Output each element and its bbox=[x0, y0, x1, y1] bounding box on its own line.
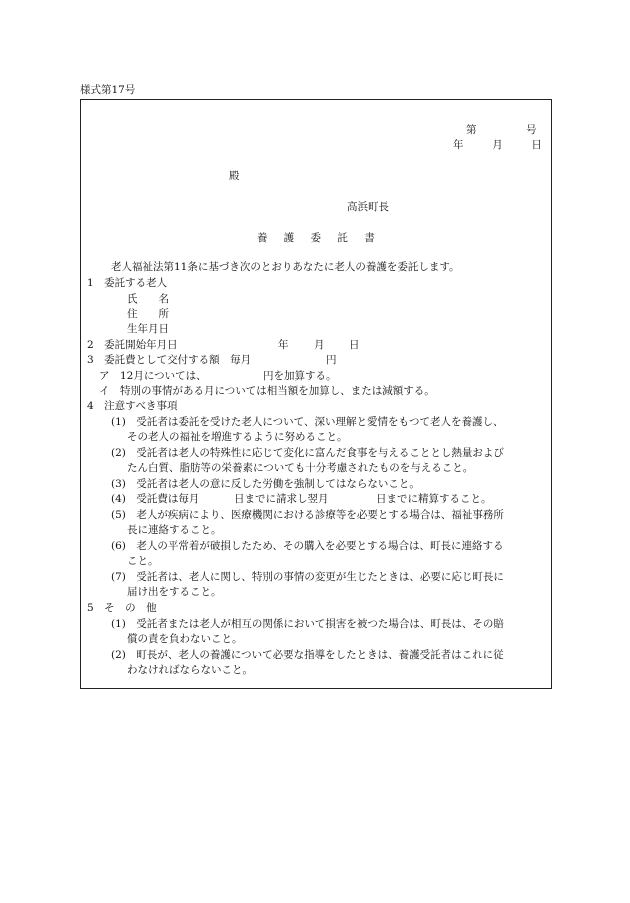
title-char: 書 bbox=[364, 232, 376, 244]
field-address: 住 所 bbox=[127, 308, 169, 320]
note-line: (7) 受託者は、老人に関し、特別の事情の変更が生じたときは、必要に応じ町長に bbox=[111, 571, 504, 583]
issuer: 高浜町長 bbox=[347, 201, 389, 213]
date-year: 年 bbox=[453, 139, 464, 151]
form-number: 様式第17号 bbox=[80, 84, 136, 96]
other-line: (2) 町長が、老人の養護について必要な指導をしたときは、養護受託者はこれに従 bbox=[111, 649, 504, 661]
document-number bbox=[466, 122, 538, 138]
section4-heading: 4 注意すべき事項 bbox=[87, 400, 178, 412]
note-line: 届け出をすること。 bbox=[127, 586, 222, 598]
title-char: 護 bbox=[283, 232, 295, 244]
item-a-suffix: 円を加算する。 bbox=[263, 370, 337, 382]
document-title bbox=[81, 230, 551, 246]
note-line: (5) 老人が疾病により、医療機関における診療等を必要とする場合は、福祉事務所 bbox=[111, 509, 504, 521]
note-line: こと。 bbox=[127, 555, 159, 567]
number-suffix: 号 bbox=[526, 124, 537, 136]
intro-text: 老人福祉法第11条に基づき次のとおりあなたに老人の養護を委託します。 bbox=[111, 261, 460, 273]
note-line: (2) 受託者は老人の特殊性に応じて変化に富んだ食事を与えることとし熱量および bbox=[111, 447, 504, 459]
start-month: 月 bbox=[314, 339, 325, 351]
title-char: 養 bbox=[256, 232, 268, 244]
note-line: (6) 老人の平常着が破損したため、その購入を必要とする場合は、町長に連絡する bbox=[111, 540, 504, 552]
section2-heading: 2 委託開始年月日 bbox=[87, 339, 178, 351]
date-month: 月 bbox=[492, 139, 503, 151]
other-line: わなければならないこと。 bbox=[127, 664, 253, 676]
note-line: その老人の福祉を増進するように努めること。 bbox=[127, 431, 348, 443]
field-birthdate: 生年月日 bbox=[127, 323, 169, 335]
section3-heading: 3 委託費として交付する額 毎月 bbox=[87, 354, 252, 366]
date-day: 日 bbox=[531, 139, 542, 151]
note-line: 日までに請求し翌月 bbox=[234, 493, 329, 505]
item-i: イ 特別の事情がある月については相当額を加算し、または減額する。 bbox=[99, 385, 435, 397]
issue-date bbox=[453, 137, 542, 153]
note-line: 長に連絡すること。 bbox=[127, 524, 222, 536]
note-line: (3) 受託者は老人の意に反した労働を強制してはならないこと。 bbox=[111, 478, 420, 490]
other-line: 償の責を負わないこと。 bbox=[127, 633, 243, 645]
monthly-yen: 円 bbox=[326, 354, 337, 366]
number-prefix: 第 bbox=[466, 124, 477, 136]
start-day: 日 bbox=[349, 339, 360, 351]
note-line: たん白質、脂肪等の栄養素についても十分考慮されたものを与えること。 bbox=[127, 462, 474, 474]
addressee: 殿 bbox=[229, 170, 240, 182]
title-char: 委 bbox=[310, 232, 322, 244]
field-name: 氏 名 bbox=[127, 293, 169, 305]
note-line: 日までに精算すること。 bbox=[376, 493, 492, 505]
start-year: 年 bbox=[278, 339, 289, 351]
note-line: (1) 受託者は委託を受けた老人について、深い理解と愛情をもつて老人を養護し、 bbox=[111, 416, 504, 428]
section1-heading: 1 委託する老人 bbox=[87, 277, 168, 289]
other-line: (1) 受託者または老人が相互の関係において損害を被つた場合は、町長は、その賠 bbox=[111, 618, 504, 630]
item-a-prefix: ア 12月については、 bbox=[99, 370, 207, 382]
note-line: (4) 受託費は毎月 bbox=[111, 493, 200, 505]
document-frame bbox=[80, 99, 552, 689]
title-char: 託 bbox=[337, 232, 349, 244]
section5-heading: 5 そ の 他 bbox=[87, 602, 157, 614]
